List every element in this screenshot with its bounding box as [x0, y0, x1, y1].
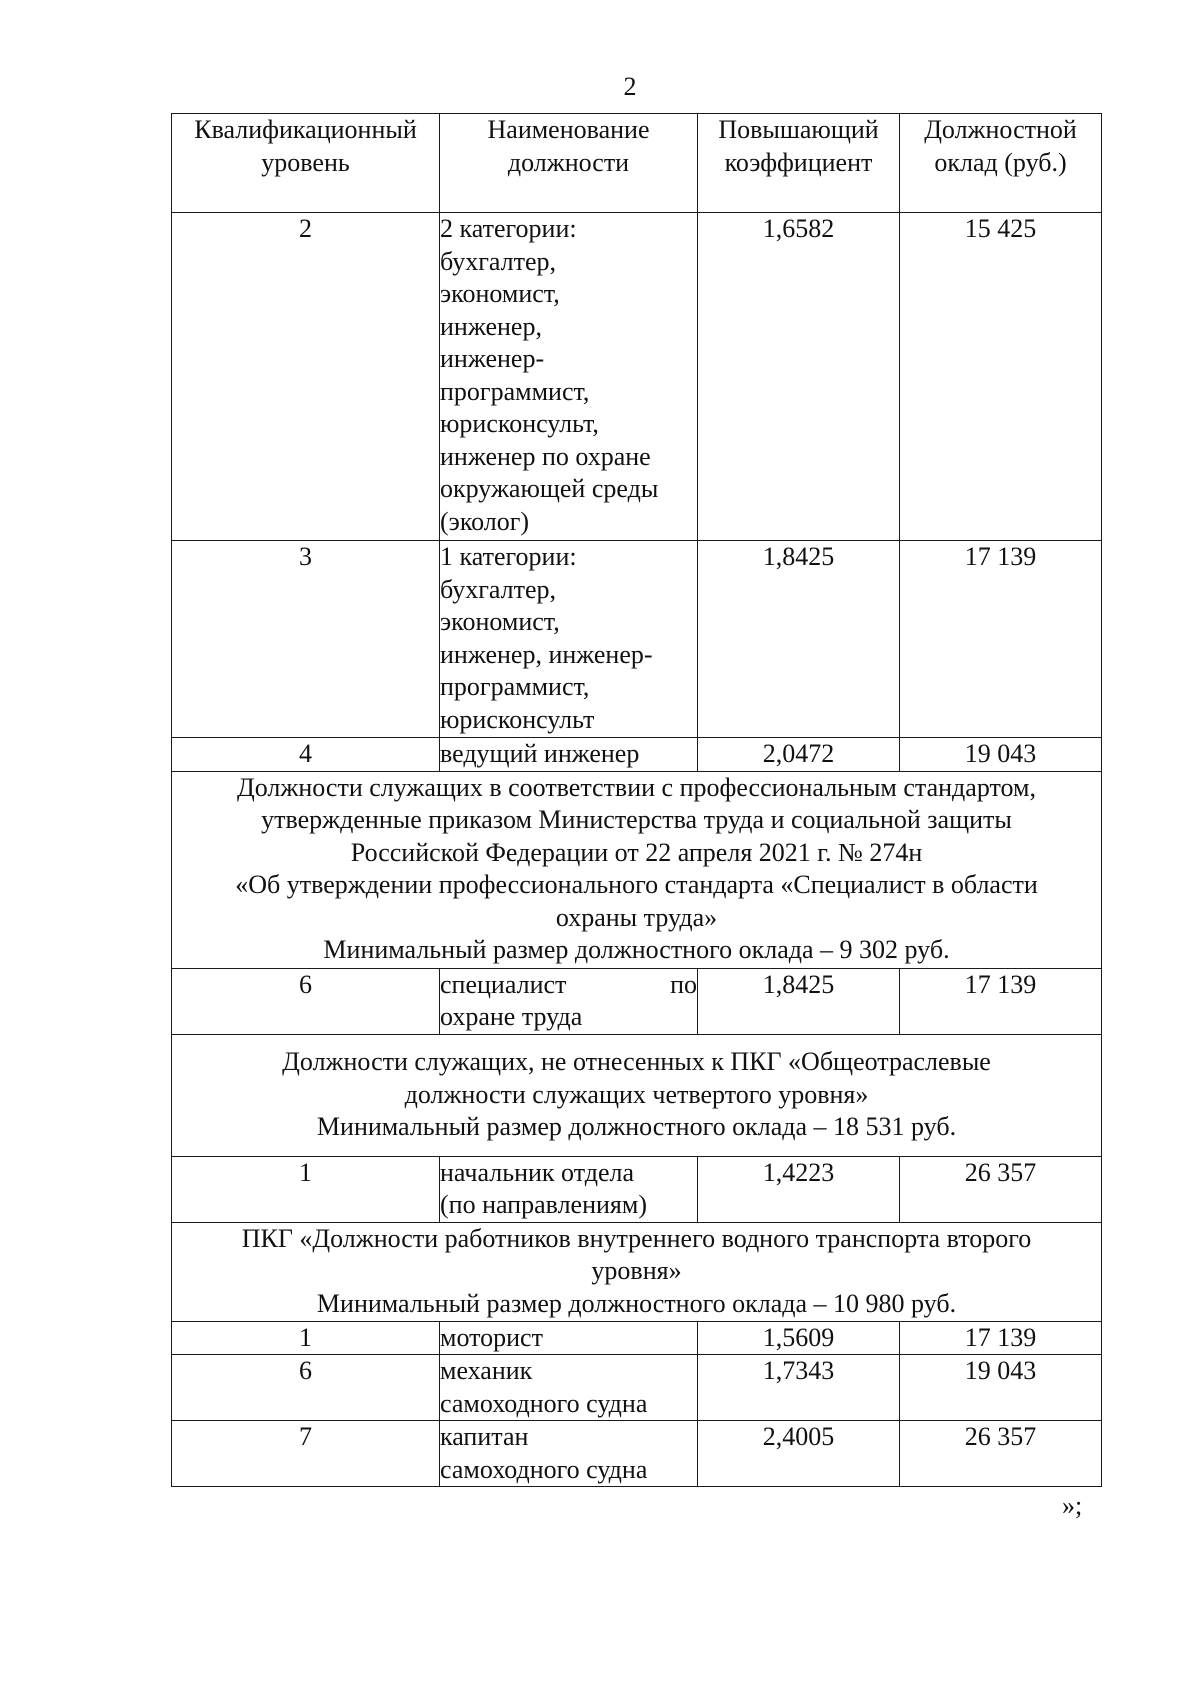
table-header-row — [172, 114, 1102, 213]
level-cell: 4 — [172, 738, 440, 772]
section-line: Минимальный размер должностного оклада – 9 302 руб. — [323, 935, 950, 964]
position-line: самоходного судна — [440, 1454, 648, 1484]
position-line: инженер, инженер- — [440, 639, 653, 669]
coefficient-cell: 2,0472 — [698, 738, 900, 772]
header-position-name: Наименование должности — [440, 114, 698, 213]
section-line: ПКГ «Должности работников внутреннего водного транспорта второго — [241, 1223, 1032, 1253]
salary-cell: 17 139 — [900, 541, 1102, 738]
coefficient-cell: 1,8425 — [698, 968, 900, 1034]
section-heading-fourth-level — [172, 1034, 1102, 1156]
section-line: должности служащих четвертого уровня» — [404, 1079, 869, 1109]
position-line: инженер по охране — [440, 441, 651, 471]
level-cell: 1 — [172, 1156, 440, 1222]
position-line: начальник отдела — [440, 1157, 635, 1187]
section-line: Минимальный размер должностного оклада – 10 980 руб. — [316, 1288, 957, 1318]
level-cell: 7 — [172, 1421, 440, 1487]
coefficient-cell: 2,4005 — [698, 1421, 900, 1487]
header-coefficient: Повышающий коэффициент — [698, 114, 900, 213]
position-cell — [440, 1156, 698, 1222]
level-cell: 6 — [172, 1355, 440, 1421]
section-line: утвержденные приказом Министерства труда и социальной защиты — [261, 805, 1012, 834]
table-row — [172, 738, 1102, 772]
position-line: моторист — [440, 1322, 543, 1352]
position-cell — [440, 1421, 698, 1487]
position-word: по — [670, 969, 697, 999]
position-line: инженер- — [440, 344, 545, 373]
closing-quote-mark: »; — [1062, 1491, 1083, 1520]
section-heading-prof-standard — [172, 771, 1102, 968]
table-row — [172, 1321, 1102, 1355]
coefficient-cell: 1,5609 — [698, 1321, 900, 1355]
position-line: юрисконсульт, — [440, 409, 599, 438]
position-line: капитан — [440, 1422, 529, 1451]
position-word: специалист — [440, 969, 567, 999]
position-line: охране труда — [440, 1002, 583, 1031]
position-line: (по направлениям) — [440, 1190, 647, 1219]
salary-table — [171, 113, 1102, 1487]
salary-cell: 26 357 — [900, 1156, 1102, 1222]
coefficient-cell: 1,8425 — [698, 541, 900, 738]
level-cell: 3 — [172, 541, 440, 738]
section-row — [172, 1222, 1102, 1321]
position-line: программист, — [440, 672, 590, 701]
section-line: Должности служащих в соответствии с профессиональным стандартом, — [237, 772, 1036, 802]
page-number: 2 — [623, 72, 637, 101]
position-cell — [440, 1321, 698, 1355]
salary-cell: 17 139 — [900, 968, 1102, 1034]
coefficient-cell: 1,6582 — [698, 213, 900, 541]
section-line: Должности служащих, не отнесенных к ПКГ «Общеотраслевые — [282, 1047, 991, 1077]
section-line: Российской Федерации от 22 апреля 2021 г. № 274н — [350, 837, 923, 867]
position-line: самоходного судна — [440, 1388, 648, 1418]
coefficient-cell: 1,4223 — [698, 1156, 900, 1222]
section-line: охраны труда» — [555, 902, 718, 932]
table-row — [172, 1421, 1102, 1487]
table-row — [172, 968, 1102, 1034]
position-cell — [440, 213, 698, 541]
salary-cell: 17 139 — [900, 1321, 1102, 1355]
position-line: экономист, — [440, 279, 560, 308]
table-row — [172, 1355, 1102, 1421]
salary-cell: 19 043 — [900, 1355, 1102, 1421]
salary-cell: 19 043 — [900, 738, 1102, 772]
position-line: программист, — [440, 376, 590, 406]
table-row — [172, 1156, 1102, 1222]
position-line: окружающей среды — [440, 474, 659, 503]
position-line: экономист, — [440, 607, 560, 636]
header-salary: Должностной оклад (руб.) — [900, 114, 1102, 213]
level-cell: 2 — [172, 213, 440, 541]
position-line: ведущий инженер — [440, 739, 640, 768]
section-row — [172, 1034, 1102, 1156]
position-line — [440, 969, 697, 1002]
position-line: 2 категории: — [440, 214, 577, 243]
position-line: механик — [440, 1356, 533, 1385]
position-line: бухгалтер, — [440, 574, 557, 604]
coefficient-cell: 1,7343 — [698, 1355, 900, 1421]
level-cell: 1 — [172, 1321, 440, 1355]
position-cell — [440, 1355, 698, 1421]
level-cell: 6 — [172, 968, 440, 1034]
position-line: (эколог) — [440, 506, 530, 536]
position-line: 1 категории: — [440, 542, 577, 571]
position-line: инженер, — [440, 311, 542, 341]
header-qualification-level: Квалификационный уровень — [172, 114, 440, 213]
position-cell — [440, 968, 698, 1034]
section-line: «Об утверждении профессионального стандарта «Специалист в области — [235, 870, 1038, 899]
section-line: уровня» — [591, 1256, 682, 1285]
position-line: юрисконсульт — [440, 704, 595, 734]
position-line: бухгалтер, — [440, 246, 557, 276]
position-cell — [440, 738, 698, 772]
table-row — [172, 541, 1102, 738]
salary-cell: 26 357 — [900, 1421, 1102, 1487]
table-row — [172, 213, 1102, 541]
salary-cell: 15 425 — [900, 213, 1102, 541]
section-row — [172, 771, 1102, 968]
section-heading-water-transport — [172, 1222, 1102, 1321]
position-cell — [440, 541, 698, 738]
section-line: Минимальный размер должностного оклада – 18 531 руб. — [316, 1112, 957, 1142]
